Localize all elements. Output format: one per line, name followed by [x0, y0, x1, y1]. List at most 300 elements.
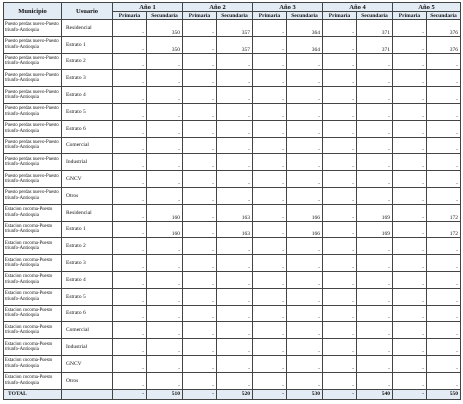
- municipio-cell: Estacion cocorna-Puesto triunfo-Antioquia: [4, 271, 62, 288]
- primaria-value-cell: -: [183, 103, 217, 120]
- primaria-value-cell: -: [253, 322, 287, 339]
- table-row: [4, 87, 461, 104]
- primaria-value-cell: -: [393, 171, 427, 188]
- primaria-value-cell: -: [393, 355, 427, 372]
- header-primaria: Primaria: [253, 12, 287, 20]
- municipio-cell: Puesto perdas nuevo-Puesto triunfo-Antioquia: [4, 171, 62, 188]
- secundaria-value-cell: -: [147, 187, 183, 204]
- municipio-cell: Estacion cocorna-Puesto triunfo-Antioquia: [4, 221, 62, 238]
- table-container: [3, 2, 460, 400]
- secundaria-value-cell: -: [357, 87, 393, 104]
- secundaria-value-cell: -: [217, 288, 253, 305]
- secundaria-value-cell: 376: [427, 36, 461, 53]
- primaria-value-cell: -: [393, 154, 427, 171]
- primaria-value-cell: -: [393, 221, 427, 238]
- secundaria-value-cell: -: [147, 322, 183, 339]
- usuario-cell: Estrato 5: [62, 288, 113, 305]
- usuario-cell: Estrato 5: [62, 103, 113, 120]
- primaria-value-cell: -: [113, 103, 147, 120]
- primaria-value-cell: -: [183, 87, 217, 104]
- secundaria-value-cell: 371: [357, 20, 393, 37]
- primaria-value-cell: -: [113, 271, 147, 288]
- secundaria-value-cell: -: [147, 154, 183, 171]
- secundaria-value-cell: 371: [357, 36, 393, 53]
- primaria-value-cell: -: [183, 221, 217, 238]
- municipio-cell: Puesto perdas nuevo-Puesto triunfo-Antioquia: [4, 53, 62, 70]
- secundaria-value-cell: -: [147, 120, 183, 137]
- usuario-cell: Estrato 6: [62, 120, 113, 137]
- primaria-value-cell: -: [393, 339, 427, 356]
- usuario-cell: Industrial: [62, 154, 113, 171]
- total-primaria-cell: -: [393, 389, 427, 399]
- secundaria-value-cell: -: [217, 103, 253, 120]
- header-primaria: Primaria: [113, 12, 147, 20]
- municipio-cell: Estacion cocorna-Puesto triunfo-Antioquia: [4, 288, 62, 305]
- primaria-value-cell: -: [253, 20, 287, 37]
- primaria-value-cell: -: [253, 137, 287, 154]
- municipio-cell: Puesto perdas nuevo-Puesto triunfo-Antioquia: [4, 120, 62, 137]
- secundaria-value-cell: -: [287, 154, 323, 171]
- primaria-value-cell: -: [113, 137, 147, 154]
- primaria-value-cell: -: [253, 154, 287, 171]
- primaria-value-cell: -: [253, 221, 287, 238]
- primaria-value-cell: -: [113, 53, 147, 70]
- header-usuario: Usuario: [62, 3, 113, 20]
- secundaria-value-cell: -: [217, 187, 253, 204]
- primaria-value-cell: -: [323, 238, 357, 255]
- secundaria-value-cell: -: [357, 355, 393, 372]
- primaria-value-cell: -: [113, 70, 147, 87]
- secundaria-value-cell: -: [427, 288, 461, 305]
- table-row: [4, 53, 461, 70]
- table-row: [4, 255, 461, 272]
- usuario-cell: Estrato 2: [62, 238, 113, 255]
- secundaria-value-cell: -: [147, 305, 183, 322]
- secundaria-value-cell: 172: [427, 204, 461, 221]
- secundaria-value-cell: -: [357, 255, 393, 272]
- usuario-cell: Estrato 2: [62, 53, 113, 70]
- usuario-cell: Residencial: [62, 204, 113, 221]
- municipio-cell: Estacion cocorna-Puesto triunfo-Antioquia: [4, 339, 62, 356]
- secundaria-value-cell: -: [287, 137, 323, 154]
- table-row: [4, 103, 461, 120]
- secundaria-value-cell: -: [287, 355, 323, 372]
- primaria-value-cell: -: [183, 20, 217, 37]
- header-year-3: Año 3: [253, 3, 323, 12]
- primaria-value-cell: -: [393, 271, 427, 288]
- usuario-cell: Residencial: [62, 20, 113, 37]
- secundaria-value-cell: -: [217, 87, 253, 104]
- table-row: [4, 120, 461, 137]
- secundaria-value-cell: -: [357, 372, 393, 389]
- municipio-cell: Puesto perdas nuevo-Puesto triunfo-Antioquia: [4, 103, 62, 120]
- municipio-cell: Puesto perdas nuevo-Puesto triunfo-Antioquia: [4, 187, 62, 204]
- table-row: [4, 322, 461, 339]
- table-row: [4, 187, 461, 204]
- primaria-value-cell: -: [183, 36, 217, 53]
- primaria-value-cell: -: [253, 120, 287, 137]
- secundaria-value-cell: -: [427, 322, 461, 339]
- primaria-value-cell: -: [113, 288, 147, 305]
- table-row: [4, 70, 461, 87]
- primaria-value-cell: -: [113, 20, 147, 37]
- total-secundaria-cell: 510: [147, 389, 183, 399]
- primaria-value-cell: -: [393, 238, 427, 255]
- secundaria-value-cell: -: [427, 305, 461, 322]
- usuario-cell: Estrato 3: [62, 70, 113, 87]
- municipio-cell: Puesto perdas nuevo-Puesto triunfo-Antioquia: [4, 70, 62, 87]
- municipio-cell: Puesto perdas nuevo-Puesto triunfo-Antioquia: [4, 137, 62, 154]
- table-row: [4, 355, 461, 372]
- total-secundaria-cell: 530: [287, 389, 323, 399]
- secundaria-value-cell: -: [217, 154, 253, 171]
- secundaria-value-cell: -: [217, 238, 253, 255]
- secundaria-value-cell: -: [427, 70, 461, 87]
- secundaria-value-cell: -: [427, 53, 461, 70]
- primaria-value-cell: -: [183, 238, 217, 255]
- primaria-value-cell: -: [253, 204, 287, 221]
- table-row: [4, 221, 461, 238]
- secundaria-value-cell: -: [217, 255, 253, 272]
- usuario-cell: Estrato 6: [62, 305, 113, 322]
- primaria-value-cell: -: [253, 305, 287, 322]
- primaria-value-cell: -: [323, 36, 357, 53]
- primaria-value-cell: -: [253, 238, 287, 255]
- primaria-value-cell: -: [323, 372, 357, 389]
- secundaria-value-cell: -: [357, 271, 393, 288]
- primaria-value-cell: -: [253, 271, 287, 288]
- secundaria-value-cell: -: [217, 53, 253, 70]
- primaria-value-cell: -: [183, 70, 217, 87]
- secundaria-value-cell: -: [357, 70, 393, 87]
- primaria-value-cell: -: [323, 171, 357, 188]
- secundaria-value-cell: -: [217, 70, 253, 87]
- table-body: [4, 20, 461, 400]
- secundaria-value-cell: -: [287, 372, 323, 389]
- primaria-value-cell: -: [323, 53, 357, 70]
- table-row: [4, 154, 461, 171]
- secundaria-value-cell: -: [217, 305, 253, 322]
- primaria-value-cell: -: [393, 103, 427, 120]
- secundaria-value-cell: -: [147, 137, 183, 154]
- primaria-value-cell: -: [323, 305, 357, 322]
- header-secundaria: Secundaria: [147, 12, 183, 20]
- primaria-value-cell: -: [183, 288, 217, 305]
- total-primaria-cell: -: [113, 389, 147, 399]
- header-secundaria: Secundaria: [427, 12, 461, 20]
- secundaria-value-cell: -: [147, 53, 183, 70]
- header-year-2: Año 2: [183, 3, 253, 12]
- primaria-value-cell: -: [113, 238, 147, 255]
- secundaria-value-cell: -: [287, 171, 323, 188]
- primaria-value-cell: -: [323, 20, 357, 37]
- primaria-value-cell: -: [393, 20, 427, 37]
- primaria-value-cell: -: [253, 372, 287, 389]
- secundaria-value-cell: -: [287, 322, 323, 339]
- secundaria-value-cell: 166: [287, 221, 323, 238]
- usuario-cell: Estrato 1: [62, 36, 113, 53]
- secundaria-value-cell: -: [357, 53, 393, 70]
- primaria-value-cell: -: [183, 171, 217, 188]
- table-row: [4, 171, 461, 188]
- secundaria-value-cell: -: [287, 87, 323, 104]
- primaria-value-cell: -: [253, 70, 287, 87]
- table-row: [4, 372, 461, 389]
- primaria-value-cell: -: [183, 372, 217, 389]
- secundaria-value-cell: 169: [357, 221, 393, 238]
- secundaria-value-cell: -: [357, 103, 393, 120]
- primaria-value-cell: -: [323, 154, 357, 171]
- secundaria-value-cell: -: [357, 137, 393, 154]
- secundaria-value-cell: -: [217, 322, 253, 339]
- usuario-cell: Estrato 1: [62, 221, 113, 238]
- secundaria-value-cell: -: [147, 87, 183, 104]
- primaria-value-cell: -: [113, 305, 147, 322]
- secundaria-value-cell: -: [147, 339, 183, 356]
- secundaria-value-cell: -: [287, 103, 323, 120]
- primaria-value-cell: -: [393, 288, 427, 305]
- secundaria-value-cell: -: [147, 103, 183, 120]
- secundaria-value-cell: -: [217, 171, 253, 188]
- municipio-cell: Estacion cocorna-Puesto triunfo-Antioquia: [4, 322, 62, 339]
- usuario-cell: GNCV: [62, 171, 113, 188]
- primaria-value-cell: -: [183, 154, 217, 171]
- secundaria-value-cell: 350: [147, 20, 183, 37]
- primaria-value-cell: -: [183, 339, 217, 356]
- secundaria-value-cell: 169: [357, 204, 393, 221]
- usuario-cell: Estrato 3: [62, 255, 113, 272]
- municipio-cell: Estacion cocorna-Puesto triunfo-Antioquia: [4, 355, 62, 372]
- primaria-value-cell: -: [113, 372, 147, 389]
- primaria-value-cell: -: [113, 87, 147, 104]
- primaria-value-cell: -: [393, 187, 427, 204]
- usuario-cell: GNCV: [62, 355, 113, 372]
- secundaria-value-cell: -: [357, 154, 393, 171]
- primaria-value-cell: -: [183, 355, 217, 372]
- primaria-value-cell: -: [253, 171, 287, 188]
- secundaria-value-cell: -: [427, 120, 461, 137]
- primaria-value-cell: -: [323, 103, 357, 120]
- total-secundaria-cell: 540: [357, 389, 393, 399]
- municipio-cell: Puesto perdas nuevo-Puesto triunfo-Antioquia: [4, 20, 62, 37]
- secundaria-value-cell: -: [427, 271, 461, 288]
- primaria-value-cell: -: [253, 103, 287, 120]
- primaria-value-cell: -: [393, 372, 427, 389]
- primaria-value-cell: -: [393, 255, 427, 272]
- secundaria-value-cell: 163: [217, 221, 253, 238]
- secundaria-value-cell: -: [147, 355, 183, 372]
- header-municipio: Municipio: [4, 3, 62, 20]
- primaria-value-cell: -: [113, 154, 147, 171]
- secundaria-value-cell: -: [357, 120, 393, 137]
- secundaria-value-cell: -: [357, 322, 393, 339]
- primaria-value-cell: -: [323, 87, 357, 104]
- secundaria-value-cell: -: [427, 238, 461, 255]
- secundaria-value-cell: -: [287, 288, 323, 305]
- total-secundaria-cell: 520: [217, 389, 253, 399]
- primaria-value-cell: -: [183, 120, 217, 137]
- table-row: [4, 137, 461, 154]
- primaria-value-cell: -: [113, 221, 147, 238]
- usuario-cell: Estrato 4: [62, 87, 113, 104]
- primaria-value-cell: -: [323, 271, 357, 288]
- primaria-value-cell: -: [183, 53, 217, 70]
- primaria-value-cell: -: [393, 53, 427, 70]
- primaria-value-cell: -: [323, 255, 357, 272]
- secundaria-value-cell: -: [427, 154, 461, 171]
- secundaria-value-cell: -: [357, 305, 393, 322]
- table-row: [4, 36, 461, 53]
- secundaria-value-cell: -: [287, 238, 323, 255]
- primaria-value-cell: -: [393, 204, 427, 221]
- primaria-value-cell: -: [393, 120, 427, 137]
- header-secundaria: Secundaria: [357, 12, 393, 20]
- total-secundaria-cell: 550: [427, 389, 461, 399]
- total-primaria-cell: -: [183, 389, 217, 399]
- secundaria-value-cell: -: [287, 271, 323, 288]
- primaria-value-cell: -: [183, 305, 217, 322]
- secundaria-value-cell: -: [427, 187, 461, 204]
- secundaria-value-cell: -: [427, 372, 461, 389]
- primaria-value-cell: -: [393, 137, 427, 154]
- secundaria-value-cell: -: [287, 305, 323, 322]
- municipio-cell: Puesto perdas nuevo-Puesto triunfo-Antioquia: [4, 36, 62, 53]
- secundaria-value-cell: -: [147, 271, 183, 288]
- table-row: [4, 20, 461, 37]
- table-row: [4, 271, 461, 288]
- primaria-value-cell: -: [393, 70, 427, 87]
- data-table: [3, 2, 461, 400]
- secundaria-value-cell: 350: [147, 36, 183, 53]
- primaria-value-cell: -: [323, 187, 357, 204]
- secundaria-value-cell: -: [147, 171, 183, 188]
- primaria-value-cell: -: [323, 355, 357, 372]
- secundaria-value-cell: -: [427, 355, 461, 372]
- secundaria-value-cell: -: [147, 238, 183, 255]
- secundaria-value-cell: -: [217, 120, 253, 137]
- secundaria-value-cell: 357: [217, 36, 253, 53]
- secundaria-value-cell: -: [147, 288, 183, 305]
- primaria-value-cell: -: [323, 339, 357, 356]
- primaria-value-cell: -: [393, 36, 427, 53]
- primaria-value-cell: -: [113, 171, 147, 188]
- secundaria-value-cell: -: [147, 255, 183, 272]
- secundaria-value-cell: -: [287, 339, 323, 356]
- primaria-value-cell: -: [113, 339, 147, 356]
- total-primaria-cell: -: [253, 389, 287, 399]
- header-secundaria: Secundaria: [287, 12, 323, 20]
- secundaria-value-cell: -: [427, 137, 461, 154]
- header-year-1: Año 1: [113, 3, 183, 12]
- primaria-value-cell: -: [113, 187, 147, 204]
- primaria-value-cell: -: [393, 305, 427, 322]
- municipio-cell: Estacion cocorna-Puesto triunfo-Antioquia: [4, 255, 62, 272]
- table-row: [4, 339, 461, 356]
- primaria-value-cell: -: [253, 187, 287, 204]
- secundaria-value-cell: 163: [217, 204, 253, 221]
- header-secundaria: Secundaria: [217, 12, 253, 20]
- primaria-value-cell: -: [323, 322, 357, 339]
- usuario-cell: Estrato 4: [62, 271, 113, 288]
- secundaria-value-cell: -: [427, 339, 461, 356]
- primaria-value-cell: -: [323, 120, 357, 137]
- usuario-cell: Otros: [62, 372, 113, 389]
- secundaria-value-cell: -: [287, 255, 323, 272]
- secundaria-value-cell: -: [357, 187, 393, 204]
- usuario-cell: Industrial: [62, 339, 113, 356]
- table-row: [4, 305, 461, 322]
- total-row: [4, 389, 461, 399]
- primaria-value-cell: -: [113, 120, 147, 137]
- primaria-value-cell: -: [323, 70, 357, 87]
- primaria-value-cell: -: [183, 322, 217, 339]
- primaria-value-cell: -: [393, 322, 427, 339]
- secundaria-value-cell: -: [357, 171, 393, 188]
- primaria-value-cell: -: [253, 255, 287, 272]
- secundaria-value-cell: -: [427, 171, 461, 188]
- secundaria-value-cell: 376: [427, 20, 461, 37]
- municipio-cell: Estacion cocorna-Puesto triunfo-Antioquia: [4, 305, 62, 322]
- secundaria-value-cell: -: [427, 103, 461, 120]
- primaria-value-cell: -: [183, 255, 217, 272]
- secundaria-value-cell: -: [357, 288, 393, 305]
- primaria-value-cell: -: [253, 53, 287, 70]
- primaria-value-cell: -: [113, 204, 147, 221]
- secundaria-value-cell: 364: [287, 20, 323, 37]
- table-row: [4, 204, 461, 221]
- primaria-value-cell: -: [393, 87, 427, 104]
- total-usuario-cell: [62, 389, 113, 399]
- secundaria-value-cell: 172: [427, 221, 461, 238]
- primaria-value-cell: -: [323, 204, 357, 221]
- primaria-value-cell: -: [183, 204, 217, 221]
- primaria-value-cell: -: [113, 355, 147, 372]
- secundaria-value-cell: 364: [287, 36, 323, 53]
- primaria-value-cell: -: [183, 271, 217, 288]
- table-row: [4, 288, 461, 305]
- secundaria-value-cell: -: [217, 137, 253, 154]
- table-row: [4, 238, 461, 255]
- secundaria-value-cell: -: [287, 187, 323, 204]
- primaria-value-cell: -: [253, 339, 287, 356]
- primaria-value-cell: -: [183, 187, 217, 204]
- usuario-cell: Comercial: [62, 137, 113, 154]
- primaria-value-cell: -: [253, 355, 287, 372]
- header-year-4: Año 4: [323, 3, 393, 12]
- secundaria-value-cell: -: [287, 70, 323, 87]
- header-primaria: Primaria: [323, 12, 357, 20]
- secundaria-value-cell: -: [217, 372, 253, 389]
- primaria-value-cell: -: [253, 87, 287, 104]
- total-label: TOTAL: [4, 389, 62, 399]
- total-primaria-cell: -: [323, 389, 357, 399]
- usuario-cell: Comercial: [62, 322, 113, 339]
- primaria-value-cell: -: [113, 36, 147, 53]
- primaria-value-cell: -: [253, 36, 287, 53]
- secundaria-value-cell: -: [427, 87, 461, 104]
- usuario-cell: Otros: [62, 187, 113, 204]
- municipio-cell: Puesto perdas nuevo-Puesto triunfo-Antioquia: [4, 87, 62, 104]
- primaria-value-cell: -: [253, 288, 287, 305]
- secundaria-value-cell: -: [427, 255, 461, 272]
- primaria-value-cell: -: [183, 137, 217, 154]
- secundaria-value-cell: -: [287, 53, 323, 70]
- secundaria-value-cell: -: [287, 120, 323, 137]
- secundaria-value-cell: -: [147, 70, 183, 87]
- secundaria-value-cell: 160: [147, 204, 183, 221]
- secundaria-value-cell: -: [217, 355, 253, 372]
- primaria-value-cell: -: [323, 221, 357, 238]
